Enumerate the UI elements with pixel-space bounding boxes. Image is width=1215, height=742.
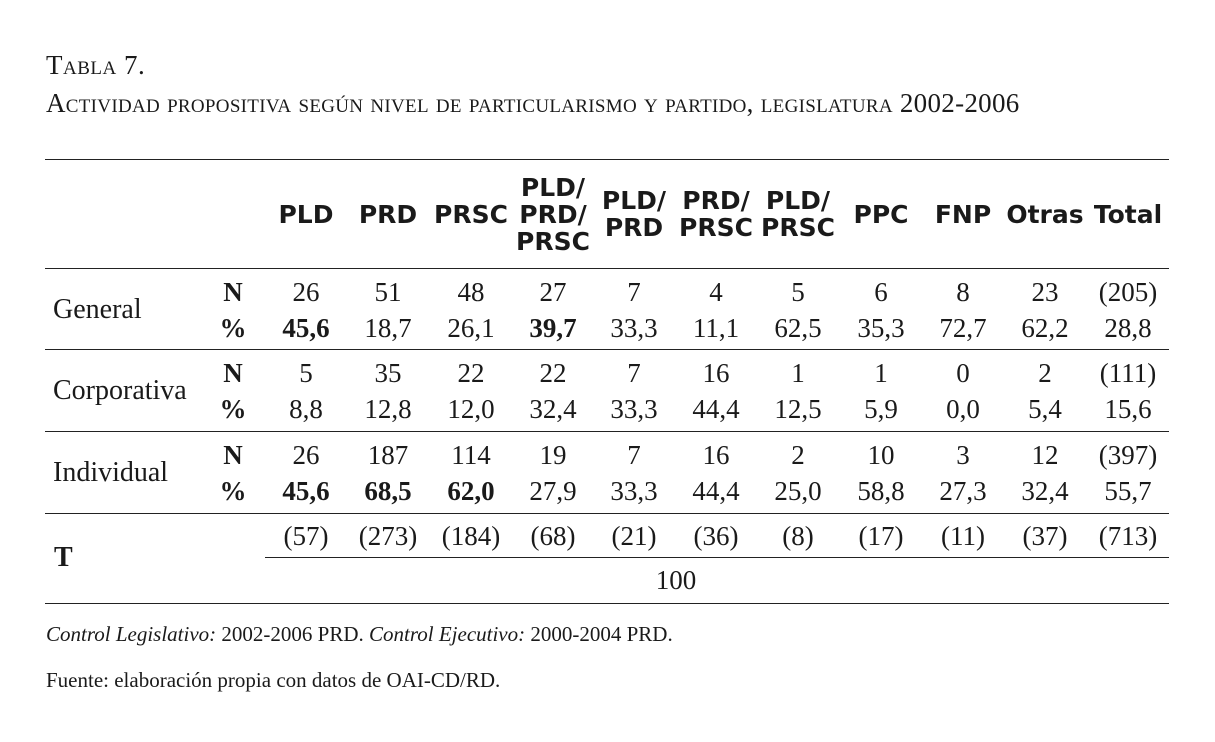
column-header-line: PRD/ [682, 186, 750, 215]
n-cell: 6 [874, 277, 888, 307]
n-cell: 0 [956, 358, 970, 388]
n-cell: 1 [874, 358, 888, 388]
n-label: N [223, 440, 243, 470]
column-header [1078, 201, 1178, 228]
row-rule-1 [45, 349, 1169, 350]
n-cell: 5 [299, 358, 313, 388]
pct-cell: 5,4 [1028, 394, 1062, 424]
header-rule [45, 268, 1169, 269]
n-cell: 16 [702, 358, 730, 388]
column-header-line: PLD/ [765, 186, 831, 215]
table-number: Tabla 7. [46, 50, 146, 80]
pct-cell: 33,3 [610, 313, 658, 343]
pct-cell: 12,0 [447, 394, 495, 424]
n-cell: 22 [539, 358, 567, 388]
control-ejecutivo-value: 2000-2004 PRD. [525, 622, 673, 646]
pct-cell: 44,4 [692, 394, 740, 424]
n-cell: 10 [867, 440, 895, 470]
pct-cell: 68,5 [364, 476, 412, 506]
table-caption: Actividad propositiva según nivel de particularismo y partido, legislatura 2002-2006 [46, 88, 1020, 118]
total-cell: (36) [693, 521, 739, 551]
row-label: Corporativa [53, 375, 187, 406]
pct-cell: 33,3 [610, 394, 658, 424]
total-cell: (21) [611, 521, 657, 551]
n-cell: (397) [1098, 440, 1158, 470]
bottom-rule [45, 603, 1169, 604]
pct-cell: 5,9 [864, 394, 898, 424]
n-cell: 114 [451, 440, 491, 470]
pct-cell: 32,4 [1021, 476, 1069, 506]
n-cell: 187 [367, 440, 409, 470]
n-cell: 16 [702, 440, 730, 470]
pct-cell: 58,8 [857, 476, 905, 506]
row-label: General [53, 294, 142, 325]
pct-cell: 72,7 [939, 313, 987, 343]
row-label: Individual [53, 457, 169, 488]
pct-cell: 26,1 [447, 313, 495, 343]
pct-cell: 45,6 [282, 313, 330, 343]
pct-cell: 33,3 [610, 476, 658, 506]
pct-cell: 8,8 [289, 394, 323, 424]
percent-total: 100 [655, 565, 697, 595]
pct-cell: 18,7 [364, 313, 412, 343]
n-cell: 48 [457, 277, 485, 307]
control-legislativo-value: 2002-2006 PRD. [216, 622, 370, 646]
n-label: N [223, 277, 243, 307]
total-cell: (8) [782, 521, 814, 551]
column-header-line: Otras [1006, 199, 1084, 229]
pct-cell: 25,0 [774, 476, 822, 506]
source-footnote: Fuente: elaboración propia con datos de OAI-CD/RD. [46, 668, 501, 692]
total-cell: (713) [1098, 521, 1158, 551]
total-label: T [54, 542, 73, 573]
row-rule-3 [45, 513, 1169, 514]
n-cell: 23 [1031, 277, 1059, 307]
column-header-line: FNP [934, 199, 992, 229]
total-cell: (17) [858, 521, 904, 551]
n-cell: (205) [1098, 277, 1158, 307]
row-rule-2 [45, 431, 1169, 432]
column-header-line: PLD [278, 199, 334, 229]
pct-cell: 35,3 [857, 313, 905, 343]
pct-cell: 15,6 [1104, 394, 1152, 424]
n-cell: 3 [956, 440, 970, 470]
total-cell: (37) [1022, 521, 1068, 551]
n-cell: 12 [1031, 440, 1059, 470]
total-cell: (11) [941, 521, 985, 551]
n-cell: 1 [791, 358, 805, 388]
column-header-line: PRSC [434, 199, 508, 229]
total-cell: (57) [283, 521, 329, 551]
pct-cell: 55,7 [1104, 476, 1152, 506]
n-cell: 4 [709, 277, 723, 307]
column-header-line: PRD/ [519, 199, 587, 229]
n-cell: 5 [791, 277, 805, 307]
pct-cell: 28,8 [1104, 313, 1152, 343]
n-cell: 26 [292, 440, 320, 470]
control-ejecutivo-label: Control Ejecutivo: [369, 622, 526, 646]
column-header-line: PRD [358, 199, 418, 229]
control-footnote [46, 620, 673, 648]
column-header-line: PLD/ [520, 172, 586, 202]
n-cell: 26 [292, 277, 320, 307]
top-rule [45, 159, 1169, 160]
column-header-line: PPC [853, 199, 909, 229]
n-cell: 27 [539, 277, 567, 307]
pct-cell: 12,5 [774, 394, 822, 424]
n-cell: 22 [457, 358, 485, 388]
pct-cell: 0,0 [946, 394, 980, 424]
n-cell: 8 [956, 277, 970, 307]
pct-cell: 39,7 [529, 313, 577, 343]
total-cell: (68) [530, 521, 576, 551]
total-cell: (184) [441, 521, 501, 551]
pct-label: % [219, 313, 247, 343]
pct-label: % [219, 394, 247, 424]
control-legislativo-label: Control Legislativo: [46, 622, 217, 646]
column-header-line: PLD/ [601, 186, 667, 215]
total-cell: (273) [358, 521, 418, 551]
pct-label: % [219, 476, 247, 506]
pct-cell: 32,4 [529, 394, 577, 424]
n-label: N [223, 358, 243, 388]
column-header-line: PRD [604, 213, 664, 242]
column-header-line: PRSC [679, 213, 753, 242]
pct-cell: 45,6 [282, 476, 330, 506]
pct-cell: 11,1 [692, 313, 740, 343]
n-cell: 19 [539, 440, 567, 470]
pct-cell: 62,5 [774, 313, 822, 343]
pct-cell: 27,3 [939, 476, 987, 506]
pct-cell: 62,0 [447, 476, 495, 506]
pct-cell: 12,8 [364, 394, 412, 424]
n-cell: 2 [1038, 358, 1052, 388]
n-cell: 7 [627, 277, 641, 307]
column-header-line: PRSC [761, 213, 835, 242]
n-cell: (111) [1099, 358, 1157, 388]
n-cell: 2 [791, 440, 805, 470]
column-header-line: PRSC [516, 226, 590, 256]
pct-cell: 27,9 [529, 476, 577, 506]
pct-cell: 44,4 [692, 476, 740, 506]
column-header-line: Total [1093, 199, 1163, 229]
n-cell: 7 [627, 358, 641, 388]
n-cell: 7 [627, 440, 641, 470]
n-cell: 51 [374, 277, 402, 307]
pct-cell: 62,2 [1021, 313, 1069, 343]
total-inner-rule [265, 557, 1169, 558]
n-cell: 35 [374, 358, 402, 388]
